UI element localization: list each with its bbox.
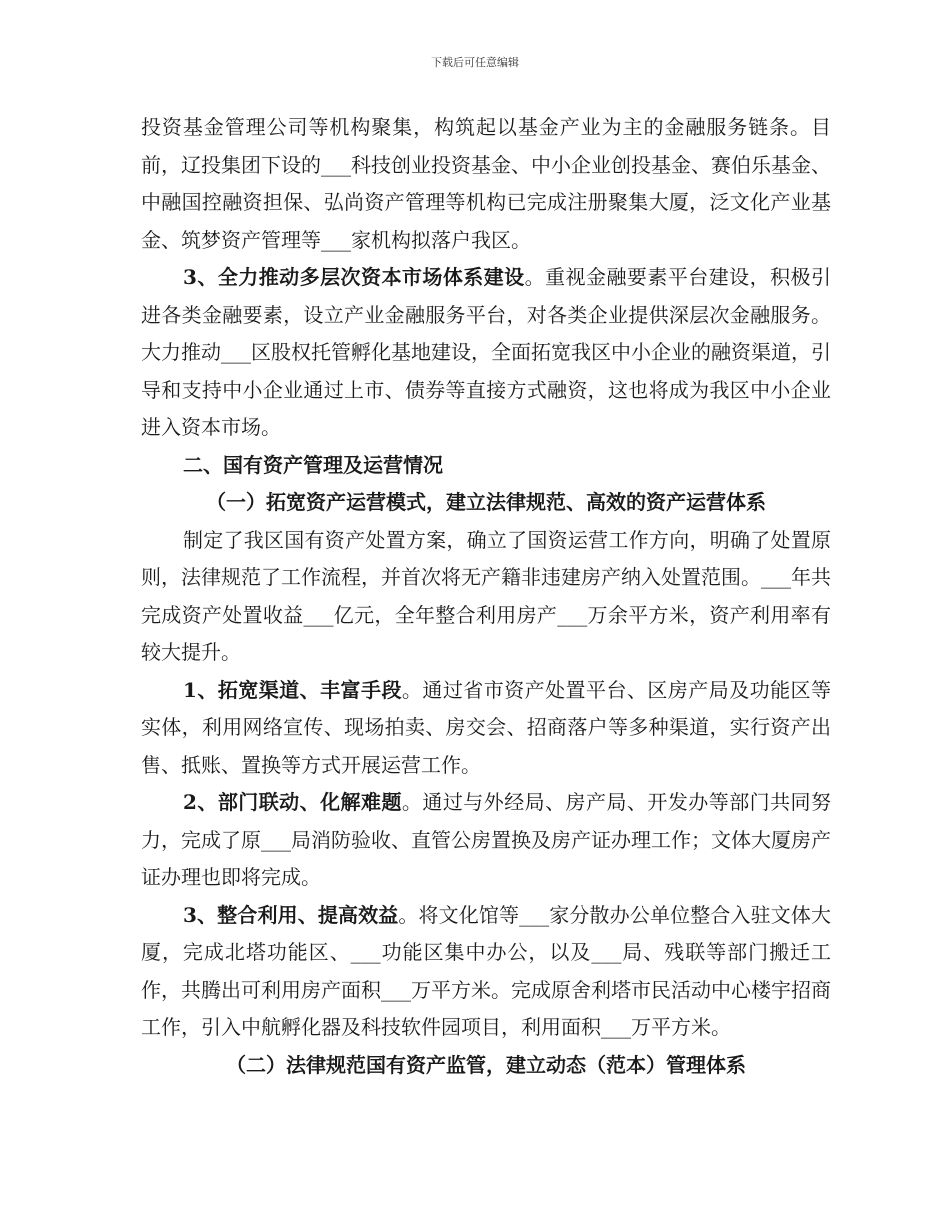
page-header-note: 下载后可任意编辑 (431, 56, 519, 69)
subsection-heading: （一）拓宽资产运营模式，建立法律规范、高效的资产运营体系 (206, 490, 766, 514)
section-heading: 二、国有资产管理及运营情况 (183, 452, 443, 477)
paragraph-text: 。重视金融要素平台建设，积极引进各类金融要素，设立产业金融服务平台，对各类企业提供深层次金融服务。大力推动___区股权托管孵化基地建设，全面拓宽我区中小企业的融资渠道，引导和支持中小企业通过上市、债券等直接方式融资，这也将成为我区中小企业进入资本市场。 (141, 265, 831, 439)
document-body (141, 109, 831, 1084)
paragraph (141, 672, 831, 785)
paragraph (141, 522, 831, 672)
paragraph-lead: 3、整合利用、提高效益 (183, 902, 399, 927)
paragraph-text: 。将文化馆等___家分散办公单位整合入驻文体大厦，完成北塔功能区、___功能区集中办公，以及___局、残联等部门搬迁工作，共腾出可利用房产面积___万平方米。完成原舍利塔市民活动中心楼宇招商工作，引入中航孵化器及科技软件园项目，利用面积___万平方米。 (141, 902, 832, 1039)
subsection-heading: （二）法律规范国有资产监管，建立动态（范本）管理体系 (226, 1052, 746, 1077)
paragraph (141, 784, 831, 897)
paragraph-text: 投资基金管理公司等机构聚集，构筑起以基金产业为主的金融服务链条。目前，辽投集团下设的___科技创业投资基金、中小企业创投基金、赛伯乐基金、中融国控融资担保、弘尚资产管理等机构已完成注册聚集大厦，泛文化产业基金、筑梦资产管理等___家机构拟落户我区。 (141, 115, 831, 252)
paragraph-lead: 2、部门联动、化解难题 (183, 790, 402, 814)
paragraph-text: 制定了我区国有资产处置方案，确立了国资运营工作方向，明确了处置原则，法律规范了工作流程，并首次将无产籍非违建房产纳入处置范围。___年共完成资产处置收益___亿元，全年整合利用房产___万余平方米，资产利用率有较大提升。 (141, 527, 831, 664)
paragraph-text: 。通过省市资产处置平台、区房产局及功能区等实体，利用网络宣传、现场拍卖、房交会、招商落户等多种渠道，实行资产出售、抵账、置换等方式开展运营工作。 (141, 677, 832, 777)
paragraph-lead: 1、拓宽渠道、丰富手段 (183, 677, 402, 702)
paragraph-text: 。通过与外经局、房产局、开发办等部门共同努力，完成了原___局消防验收、直管公房置换及房产证办理工作；文体大厦房产证办理也即将完成。 (141, 790, 832, 889)
paragraph (141, 897, 831, 1047)
paragraph (141, 259, 831, 447)
paragraph-lead: 3、全力推动多层次资本市场体系建设 (183, 265, 525, 289)
paragraph (141, 109, 831, 259)
